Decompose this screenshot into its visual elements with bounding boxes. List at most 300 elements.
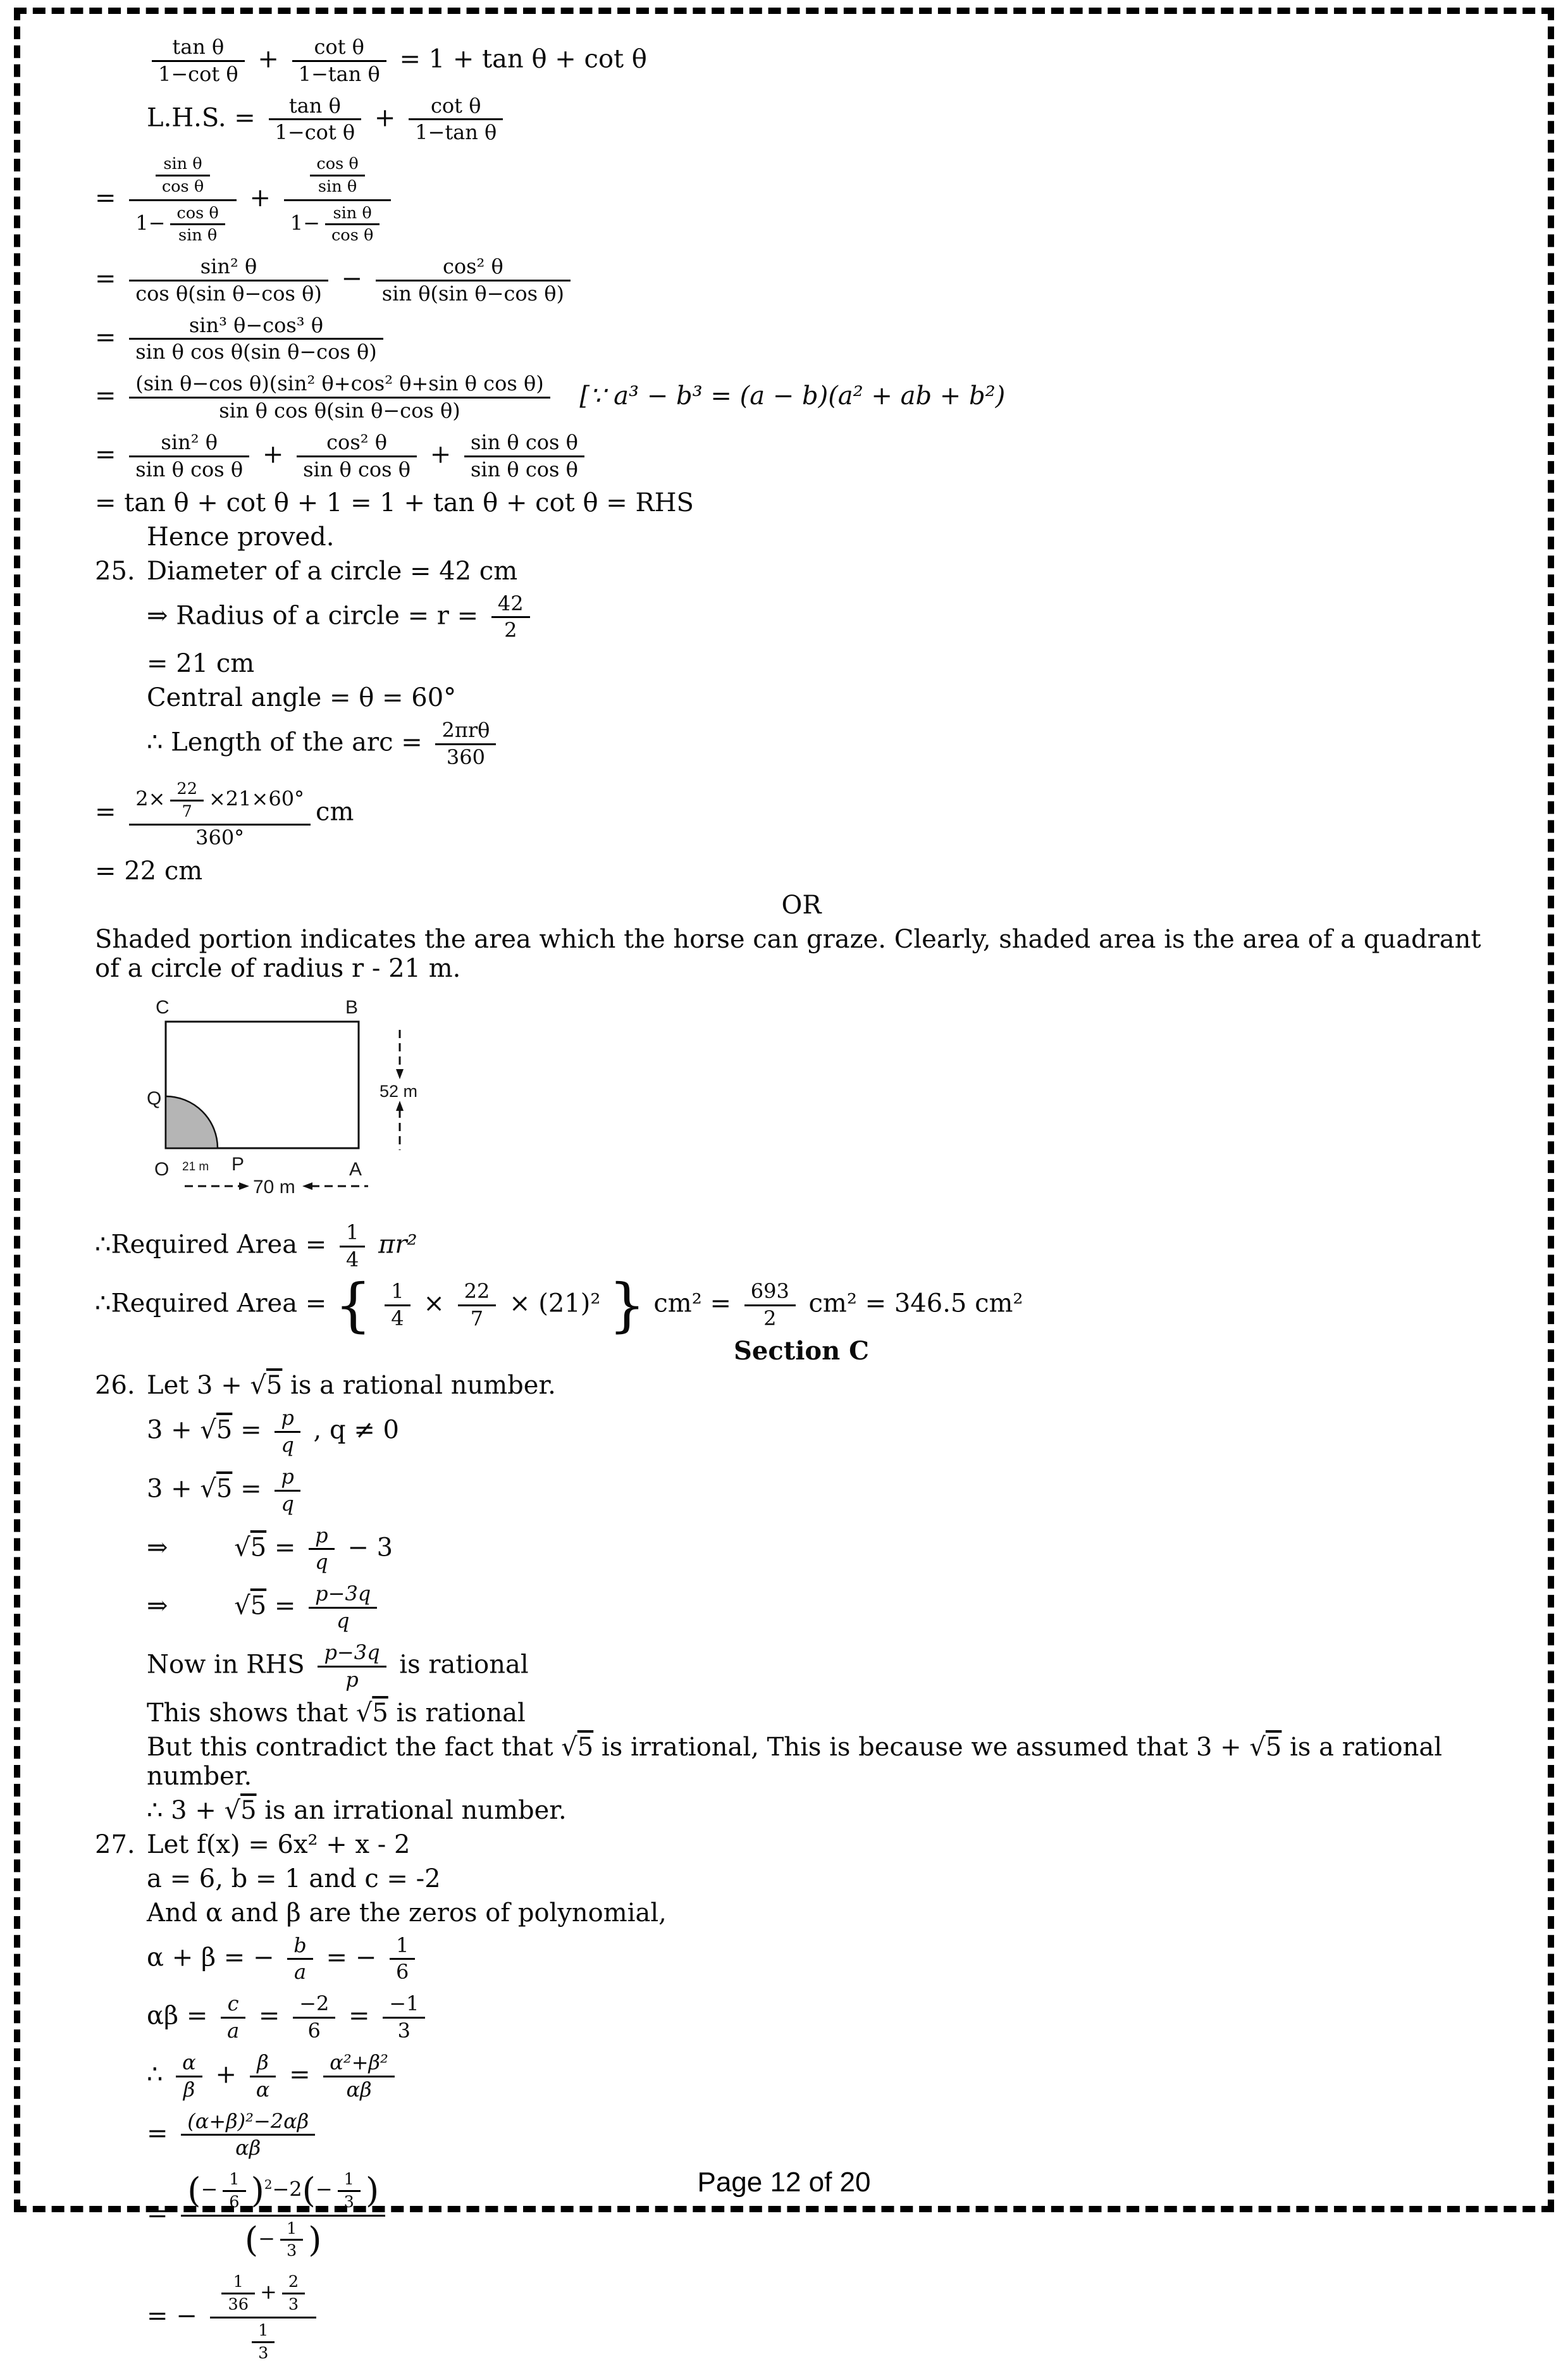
- corner-label-b: B: [345, 997, 359, 1018]
- math-token: =: [95, 440, 116, 469]
- numerator: [284, 153, 392, 199]
- fraction: [129, 373, 550, 423]
- right-paren: ): [250, 2170, 264, 2211]
- math-token: +: [215, 2060, 237, 2089]
- equation-line: [147, 2269, 1508, 2367]
- text-token: Hence proved.: [147, 522, 335, 552]
- numerator: cot θ: [430, 93, 481, 118]
- denominator: 3: [383, 2017, 425, 2043]
- arrowhead-down-icon: [396, 1069, 404, 1079]
- denominator: sin θ cos θ(sin θ−cos θ): [129, 397, 550, 423]
- equation-line: [147, 1405, 1508, 1459]
- denominator: αβ: [181, 2134, 315, 2160]
- math-token: ×: [423, 1289, 445, 1318]
- sqrt-5: [200, 1474, 232, 1503]
- radicand: 5: [250, 1532, 267, 1562]
- fraction: [376, 256, 571, 306]
- denominator: 360°: [129, 824, 311, 850]
- equation-line: [147, 1523, 1508, 1576]
- numerator: c: [227, 1991, 239, 2016]
- fraction: [340, 1222, 365, 1272]
- numerator: 1: [258, 2321, 269, 2341]
- math-token: =: [95, 183, 116, 213]
- denominator: a: [287, 1958, 312, 1984]
- point-label-p: P: [231, 1154, 245, 1175]
- sqrt-5: [561, 1733, 593, 1762]
- numerator: cos θ: [176, 203, 219, 223]
- fraction: [744, 1280, 796, 1330]
- fraction: [284, 153, 392, 247]
- numerator: cos² θ: [326, 430, 387, 454]
- denominator: p: [318, 1666, 386, 1692]
- numerator: 2: [288, 2272, 299, 2291]
- question-25: [95, 557, 1508, 586]
- numerator: cot θ: [314, 35, 364, 59]
- equation-line: [147, 1933, 1508, 1986]
- denominator: a: [221, 2017, 245, 2043]
- figure-container: [147, 993, 1508, 1215]
- text-token: But this contradict the fact that: [147, 1732, 553, 1762]
- fraction: [152, 36, 245, 86]
- corner-label-o: O: [154, 1159, 170, 1180]
- equation-line: [95, 488, 1508, 517]
- numerator: p−3q: [324, 1640, 380, 1664]
- denominator: cos θ(sin θ−cos θ): [129, 280, 328, 306]
- math-token: =: [289, 2060, 311, 2089]
- equation-line: [95, 254, 1508, 307]
- numerator: p−3q: [315, 1582, 371, 1606]
- equation-line: [95, 1220, 1508, 1273]
- math-token: (21)²: [538, 1289, 601, 1318]
- numerator: p: [281, 1406, 294, 1430]
- left-paren: (: [187, 2170, 201, 2211]
- radicand: 5: [1265, 1732, 1282, 1762]
- fraction: [325, 204, 380, 245]
- equation-line: [95, 776, 1508, 851]
- fraction: [309, 1525, 334, 1575]
- right-paren: ): [308, 2219, 322, 2260]
- numerator: sin θ cos θ: [470, 430, 578, 454]
- sqrt-5: [234, 1592, 266, 1621]
- numerator: 1: [346, 1220, 359, 1245]
- radical-sign: √: [234, 1591, 250, 1621]
- unit-token: cm²: [808, 1289, 857, 1318]
- math-token: πr²: [378, 1230, 417, 1260]
- fraction: [385, 1280, 410, 1330]
- math-token: =: [240, 1474, 262, 1504]
- math-token: =: [274, 1532, 296, 1562]
- radical-sign: √: [234, 1532, 250, 1562]
- numerator: 1: [343, 2170, 354, 2189]
- equation-line: [95, 1271, 1508, 1339]
- question-27: [95, 1830, 1508, 1859]
- grazing-quadrant: [166, 1096, 218, 1148]
- math-token: =: [240, 1415, 262, 1445]
- sqrt-5: [356, 1699, 388, 1728]
- math-token: +: [260, 2279, 277, 2304]
- math-token: =: [234, 102, 256, 132]
- equation-line: [147, 1640, 1508, 1693]
- denominator: sin θ cos θ: [464, 455, 584, 481]
- section-heading: [95, 1337, 1508, 1366]
- denominator: [284, 199, 392, 247]
- text-token: This shows that: [147, 1698, 349, 1728]
- fraction: [293, 1993, 335, 2043]
- math-token: −: [315, 2177, 333, 2201]
- numerator: [129, 153, 237, 199]
- denominator: cos θ: [325, 223, 380, 245]
- numerator: 1: [395, 1933, 409, 1957]
- numerator: (sin θ−cos θ)(sin² θ+cos² θ+sin θ cos θ): [135, 371, 544, 396]
- fraction: [129, 314, 383, 364]
- math-token: ∴: [147, 2060, 163, 2089]
- numerator: cos² θ: [442, 254, 503, 278]
- text-token: is a rational number.: [290, 1371, 556, 1401]
- math-token: ×: [509, 1289, 531, 1318]
- fraction: [129, 153, 237, 247]
- left-paren: (: [302, 2170, 316, 2211]
- math-token: = 1 + tan θ + cot θ: [399, 44, 647, 74]
- math-token: −: [341, 264, 363, 294]
- math-token: = −: [147, 2301, 197, 2331]
- math-token: ×21×60°: [208, 786, 305, 811]
- numerator: 42: [497, 591, 524, 616]
- radicand: 5: [250, 1591, 267, 1621]
- sqrt-5: [225, 1796, 257, 1825]
- numerator: [210, 2271, 316, 2317]
- denominator: q: [309, 1548, 334, 1574]
- equation-line: [95, 430, 1508, 483]
- fraction: [181, 2110, 315, 2160]
- numerator: −1: [389, 1991, 419, 2016]
- fraction: [129, 778, 311, 850]
- numerator: b: [293, 1933, 307, 1957]
- fraction: [176, 2052, 202, 2102]
- equation-line: [95, 371, 1508, 424]
- equation-line: [147, 683, 1508, 712]
- fraction: [383, 1993, 425, 2043]
- numerator: sin² θ: [200, 254, 257, 278]
- numerator: p: [315, 1523, 328, 1547]
- math-token: L.H.S.: [147, 102, 226, 132]
- denominator: sin θ: [310, 175, 364, 196]
- point-label-q: Q: [147, 1088, 162, 1110]
- denominator: 7: [170, 800, 204, 821]
- denominator: 1−tan θ: [292, 60, 386, 86]
- sqrt-5: [234, 1533, 266, 1562]
- denominator: 3: [280, 2239, 303, 2260]
- math-token: Central angle = θ = 60°: [147, 683, 457, 713]
- fraction: [221, 1993, 245, 2043]
- math-token: +: [257, 44, 279, 74]
- implies-arrow: ⇒: [147, 1591, 168, 1621]
- equation-line: [147, 34, 1508, 88]
- identity-note: [∵ a³ − b³ = (a − b)(a² + ab + b²): [579, 381, 1006, 411]
- radical-sign: √: [200, 1415, 216, 1445]
- text-token: is irrational, This is because we assumed that 3 +: [601, 1732, 1242, 1762]
- grazing-field-figure: [147, 993, 444, 1208]
- fraction: [297, 431, 417, 481]
- math-token: = 346.5 cm²: [865, 1289, 1023, 1318]
- denominator: 6: [390, 1958, 415, 1984]
- equation-line: [147, 591, 1508, 645]
- text-token: ∴ 3 +: [147, 1795, 216, 1825]
- fraction: [491, 593, 530, 643]
- equation-line: [147, 2050, 1508, 2103]
- denominator: αβ: [323, 2076, 395, 2102]
- math-token: −: [201, 2177, 218, 2201]
- page-number-label: Page 12 of 20: [697, 2167, 871, 2198]
- math-token: +: [429, 440, 452, 469]
- text-token: OR: [781, 891, 822, 920]
- math-token: +: [249, 183, 271, 213]
- equation-line: [147, 1581, 1508, 1635]
- corner-label-c: C: [156, 997, 170, 1018]
- text-line: [147, 1864, 1508, 1893]
- math-token: =: [258, 2001, 280, 2031]
- numerator: 1: [286, 2219, 297, 2238]
- fraction: [309, 1583, 377, 1633]
- math-token: =: [95, 381, 116, 411]
- arrowhead-left-icon: [302, 1182, 312, 1190]
- denominator: β: [176, 2076, 202, 2102]
- radius-dimension-label: 21 m: [182, 1160, 209, 1174]
- unit-token: cm²: [653, 1289, 702, 1318]
- denominator: α: [250, 2076, 276, 2102]
- math-token: =: [710, 1289, 731, 1318]
- right-brace: }: [608, 1271, 646, 1339]
- math-token: 2×: [135, 786, 166, 811]
- denominator: 6: [293, 2017, 335, 2043]
- numerator: sin θ: [163, 154, 202, 174]
- question-number: 26.: [95, 1371, 135, 1401]
- denominator: cos θ: [156, 175, 210, 196]
- math-token: 3 +: [147, 1415, 192, 1445]
- numerator: sin θ: [333, 203, 372, 223]
- equation-line: [147, 717, 1508, 771]
- numerator: α²+β²: [330, 2050, 388, 2074]
- radical-sign: √: [224, 1795, 241, 1825]
- math-token: −2: [272, 2177, 302, 2201]
- equation-line: [147, 1991, 1508, 2045]
- fraction: [275, 1466, 300, 1516]
- math-token: = 22 cm: [95, 857, 203, 886]
- fraction: [310, 155, 364, 195]
- text-token: is rational: [399, 1650, 529, 1680]
- text-line: [147, 1898, 1508, 1928]
- numerator: β: [257, 2050, 269, 2074]
- numerator: −2: [299, 1991, 330, 2016]
- denominator: q: [275, 1431, 300, 1457]
- fraction: [280, 2220, 303, 2260]
- denominator: 1−cot θ: [152, 60, 245, 86]
- text-token: Diameter of a circle = 42 cm: [147, 556, 518, 586]
- left-brace: {: [335, 1271, 372, 1339]
- fraction: [409, 95, 503, 145]
- math-token: = −: [326, 1942, 377, 1972]
- denominator: 2: [491, 616, 530, 642]
- fraction: [275, 1407, 300, 1457]
- width-dimension-label: 70 m: [253, 1177, 295, 1198]
- math-token: =: [349, 2001, 370, 2031]
- text-token: is rational: [396, 1698, 526, 1728]
- fraction: [129, 431, 249, 481]
- fraction: [269, 95, 362, 145]
- numerator: tan θ: [288, 93, 341, 118]
- denominator: [210, 2317, 316, 2364]
- radicand: 5: [577, 1732, 594, 1762]
- denominator: sin θ cos θ: [297, 455, 417, 481]
- numerator: [129, 778, 311, 824]
- equation-line: [147, 93, 1508, 147]
- denominator: 360: [435, 743, 496, 769]
- math-token: =: [147, 2118, 168, 2148]
- math-token: 3 +: [147, 1474, 192, 1504]
- text-token: Section C: [734, 1336, 869, 1366]
- question-number: 25.: [95, 556, 135, 586]
- question-26: [95, 1371, 1508, 1400]
- fraction: [323, 2052, 395, 2102]
- text-token: a = 6, b = 1 and c = -2: [147, 1864, 441, 1893]
- exponent: 2: [264, 2177, 273, 2193]
- text-token: is a rational number.: [147, 1732, 1443, 1791]
- fraction: [170, 780, 204, 820]
- numerator: sin² θ: [161, 430, 218, 454]
- denominator: 4: [385, 1304, 410, 1330]
- numerator: 1: [233, 2272, 244, 2291]
- denominator: 4: [340, 1246, 365, 1272]
- numerator: tan θ: [172, 35, 225, 59]
- math-token: −: [258, 2226, 275, 2251]
- math-token: α + β = −: [147, 1942, 275, 1972]
- fraction: [292, 36, 386, 86]
- denominator: 2: [744, 1304, 796, 1330]
- text-line: [147, 1699, 1508, 1728]
- numerator: 1: [391, 1278, 404, 1303]
- sqrt-5: [1249, 1733, 1281, 1762]
- denominator: 1−tan θ: [409, 118, 503, 144]
- math-token: ∴Required Area =: [95, 1230, 327, 1260]
- denominator: 6: [223, 2190, 245, 2212]
- fraction: [252, 2322, 275, 2362]
- radicand: 5: [372, 1698, 388, 1728]
- text-token: Shaded portion indicates the area which the horse can graze. Clearly, shaded area is the area of a quadrant of a circle of radius r - 21 m.: [95, 925, 1481, 984]
- radical-sign: √: [561, 1732, 577, 1762]
- radicand: 5: [216, 1415, 233, 1445]
- numerator: 22: [464, 1278, 490, 1303]
- fraction: [390, 1935, 415, 1984]
- text-line: [147, 1796, 1508, 1825]
- denominator: [129, 199, 237, 247]
- height-dimension-label: 52 m: [380, 1082, 418, 1101]
- denominator: 7: [458, 1304, 497, 1330]
- numerator: p: [281, 1464, 294, 1489]
- denominator: 3: [338, 2190, 361, 2212]
- math-token: =: [95, 264, 116, 294]
- math-token: ∴ Length of the arc =: [147, 727, 423, 757]
- fraction: [458, 1280, 497, 1330]
- or-divider: [95, 891, 1508, 920]
- radical-sign: √: [200, 1474, 216, 1504]
- math-token: 1−: [290, 211, 320, 235]
- arrowhead-up-icon: [396, 1101, 404, 1111]
- fraction: [156, 155, 210, 195]
- page-footer: [0, 2167, 1568, 2198]
- denominator: [181, 2215, 385, 2262]
- radical-sign: √: [250, 1371, 266, 1401]
- numerator: 22: [176, 779, 197, 798]
- text-token: is an irrational number.: [264, 1795, 567, 1825]
- math-token: − 3: [347, 1532, 393, 1562]
- radical-sign: √: [1249, 1732, 1266, 1762]
- math-token: =: [95, 322, 116, 352]
- sqrt-5: [200, 1416, 232, 1445]
- numerator: 693: [750, 1278, 789, 1303]
- equation-line: [95, 313, 1508, 366]
- radical-sign: √: [355, 1698, 373, 1728]
- equation-line: [147, 2108, 1508, 2162]
- math-token: = 21 cm: [147, 649, 255, 679]
- numerator: α: [182, 2050, 196, 2074]
- radicand: 5: [240, 1795, 257, 1825]
- radicand: 5: [266, 1371, 283, 1401]
- fraction: [287, 1935, 312, 1984]
- math-token: αβ =: [147, 2001, 208, 2031]
- math-token: = tan θ + cot θ + 1 = 1 + tan θ + cot θ = RHS: [95, 488, 694, 517]
- denominator: 1−cot θ: [269, 118, 362, 144]
- denominator: 36: [221, 2293, 255, 2314]
- math-token: , q ≠ 0: [313, 1415, 399, 1445]
- corner-label-a: A: [349, 1159, 362, 1180]
- equation-line: [95, 151, 1508, 249]
- math-token: =: [95, 797, 116, 827]
- equation-line: [147, 649, 1508, 678]
- unit-token: cm: [316, 797, 354, 827]
- fraction: [170, 204, 225, 245]
- denominator: sin θ: [170, 223, 225, 245]
- text-token: And α and β are the zeros of polynomial,: [147, 1898, 667, 1928]
- fraction: [282, 2273, 305, 2313]
- fraction: [464, 431, 584, 481]
- fraction: [221, 2273, 255, 2313]
- left-paren: (: [244, 2219, 259, 2260]
- math-token: +: [262, 440, 284, 469]
- math-token: 1−: [135, 211, 166, 235]
- math-token: =: [147, 2199, 168, 2229]
- text-token: Now in RHS: [147, 1650, 305, 1680]
- implies-arrow: ⇒: [147, 1532, 168, 1562]
- numerator: cos θ: [316, 154, 359, 174]
- fraction: [318, 1642, 386, 1692]
- sqrt-5: [250, 1371, 282, 1400]
- denominator: sin θ cos θ: [129, 455, 249, 481]
- or-paragraph: [95, 925, 1508, 983]
- text-line: [147, 1733, 1508, 1791]
- radicand: 5: [216, 1474, 233, 1504]
- math-token: ⇒ Radius of a circle = r =: [147, 600, 479, 630]
- fraction: [210, 2271, 316, 2365]
- math-token: =: [274, 1591, 296, 1621]
- fraction: [435, 719, 496, 769]
- denominator: sin θ cos θ(sin θ−cos θ): [129, 338, 383, 364]
- arrowhead-right-icon: [239, 1182, 249, 1190]
- math-token: ∴Required Area =: [95, 1289, 327, 1318]
- numerator: (α+β)²−2αβ: [187, 2108, 309, 2133]
- denominator: q: [309, 1607, 377, 1633]
- denominator: sin θ(sin θ−cos θ): [376, 280, 571, 306]
- fraction: [129, 256, 328, 306]
- math-token: +: [374, 102, 396, 132]
